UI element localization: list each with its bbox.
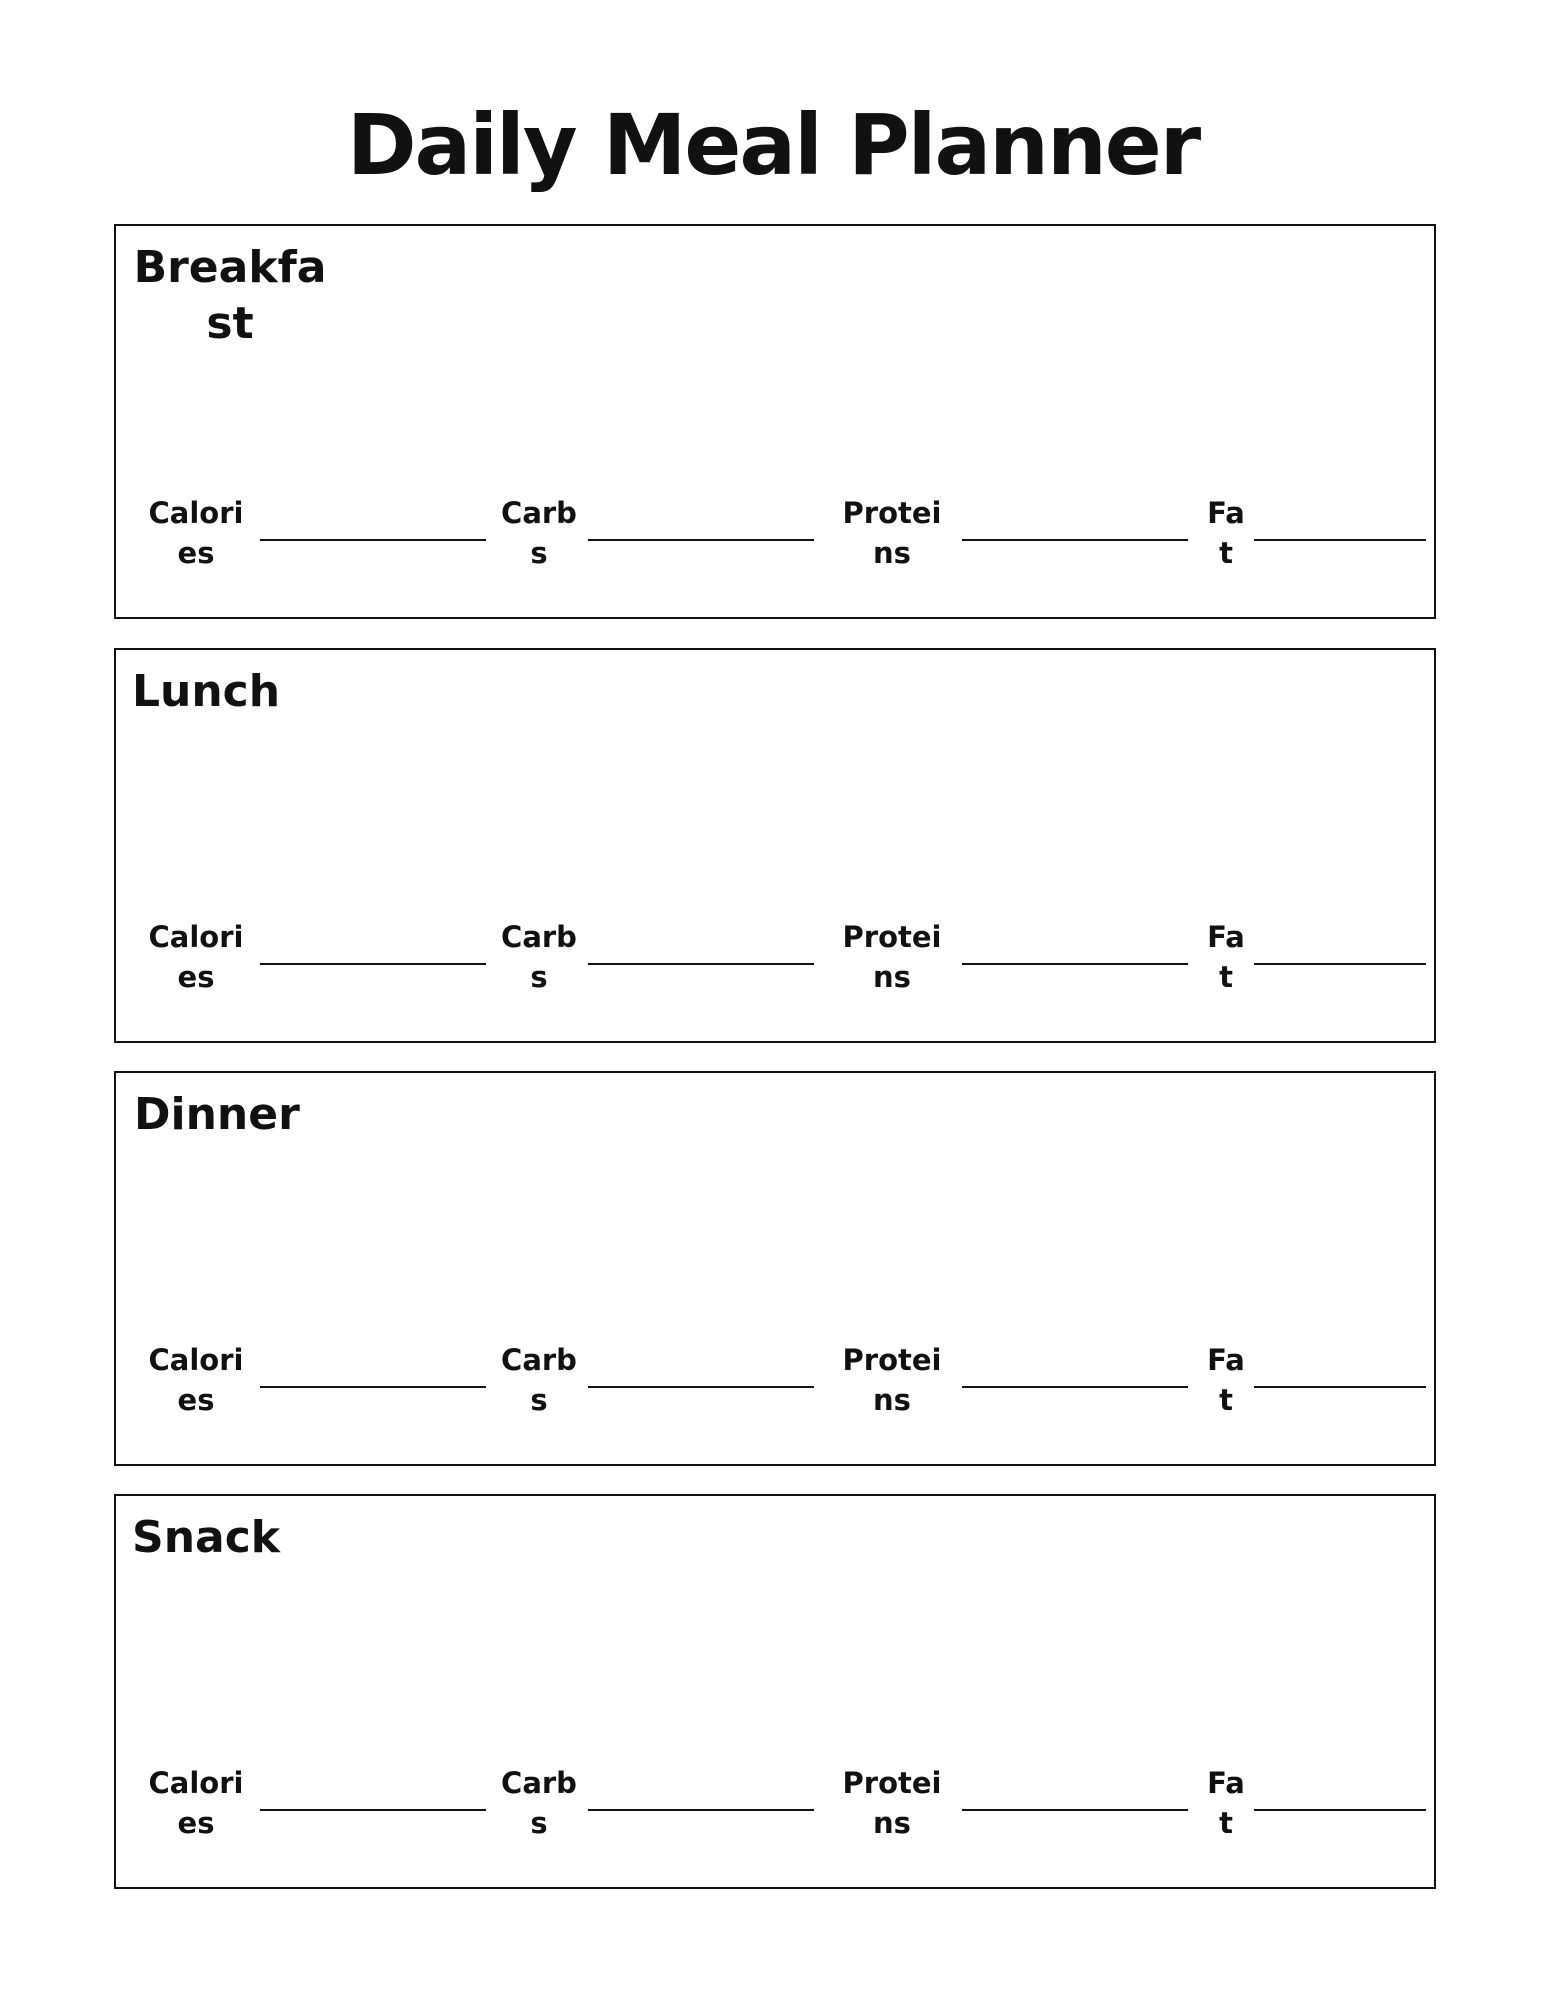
proteins-field[interactable]: [838, 917, 1188, 1001]
proteins-label: Proteins: [842, 920, 942, 994]
meal-section-lunch: [114, 648, 1436, 1043]
proteins-label: Proteins: [842, 1766, 942, 1840]
carbs-field[interactable]: [500, 493, 814, 577]
calories-line[interactable]: [260, 539, 486, 541]
calories-line[interactable]: [260, 963, 486, 965]
meal-title: Dinner: [134, 1089, 300, 1140]
proteins-line[interactable]: [962, 963, 1188, 965]
proteins-field[interactable]: [838, 1340, 1188, 1424]
carbs-field[interactable]: [500, 1763, 814, 1847]
fat-line[interactable]: [1254, 539, 1426, 541]
calories-label: Calories: [148, 1766, 244, 1840]
proteins-line[interactable]: [962, 1386, 1188, 1388]
meal-title: Lunch: [132, 666, 281, 717]
carbs-line[interactable]: [588, 1809, 814, 1811]
fat-line[interactable]: [1254, 1809, 1426, 1811]
calories-field[interactable]: [146, 1340, 486, 1424]
carbs-label: Carbs: [501, 1343, 577, 1417]
fat-label: Fat: [1207, 1766, 1245, 1840]
carbs-line[interactable]: [588, 539, 814, 541]
page-title: Daily Meal Planner: [346, 96, 1200, 194]
meal-section-dinner: [114, 1071, 1436, 1466]
fat-line[interactable]: [1254, 1386, 1426, 1388]
proteins-field[interactable]: [838, 493, 1188, 577]
carbs-field[interactable]: [500, 1340, 814, 1424]
proteins-label: Proteins: [842, 496, 942, 570]
proteins-label: Proteins: [842, 1343, 942, 1417]
carbs-line[interactable]: [588, 1386, 814, 1388]
proteins-field[interactable]: [838, 1763, 1188, 1847]
meal-title: Snack: [132, 1512, 281, 1563]
carbs-field[interactable]: [500, 917, 814, 1001]
calories-field[interactable]: [146, 917, 486, 1001]
carbs-label: Carbs: [501, 1766, 577, 1840]
fat-label: Fat: [1207, 920, 1245, 994]
meal-section-snack: [114, 1494, 1436, 1889]
calories-line[interactable]: [260, 1386, 486, 1388]
fat-field[interactable]: [1204, 917, 1426, 1001]
fat-field[interactable]: [1204, 1340, 1426, 1424]
calories-field[interactable]: [146, 493, 486, 577]
fat-line[interactable]: [1254, 963, 1426, 965]
meal-section-breakfast: [114, 224, 1436, 619]
calories-label: Calories: [148, 496, 244, 570]
fat-label: Fat: [1207, 496, 1245, 570]
carbs-label: Carbs: [501, 496, 577, 570]
calories-label: Calories: [148, 1343, 244, 1417]
fat-field[interactable]: [1204, 1763, 1426, 1847]
meal-title: Breakfast: [133, 242, 327, 349]
carbs-label: Carbs: [501, 920, 577, 994]
calories-line[interactable]: [260, 1809, 486, 1811]
carbs-line[interactable]: [588, 963, 814, 965]
calories-label: Calories: [148, 920, 244, 994]
proteins-line[interactable]: [962, 1809, 1188, 1811]
fat-label: Fat: [1207, 1343, 1245, 1417]
fat-field[interactable]: [1204, 493, 1426, 577]
proteins-line[interactable]: [962, 539, 1188, 541]
calories-field[interactable]: [146, 1763, 486, 1847]
